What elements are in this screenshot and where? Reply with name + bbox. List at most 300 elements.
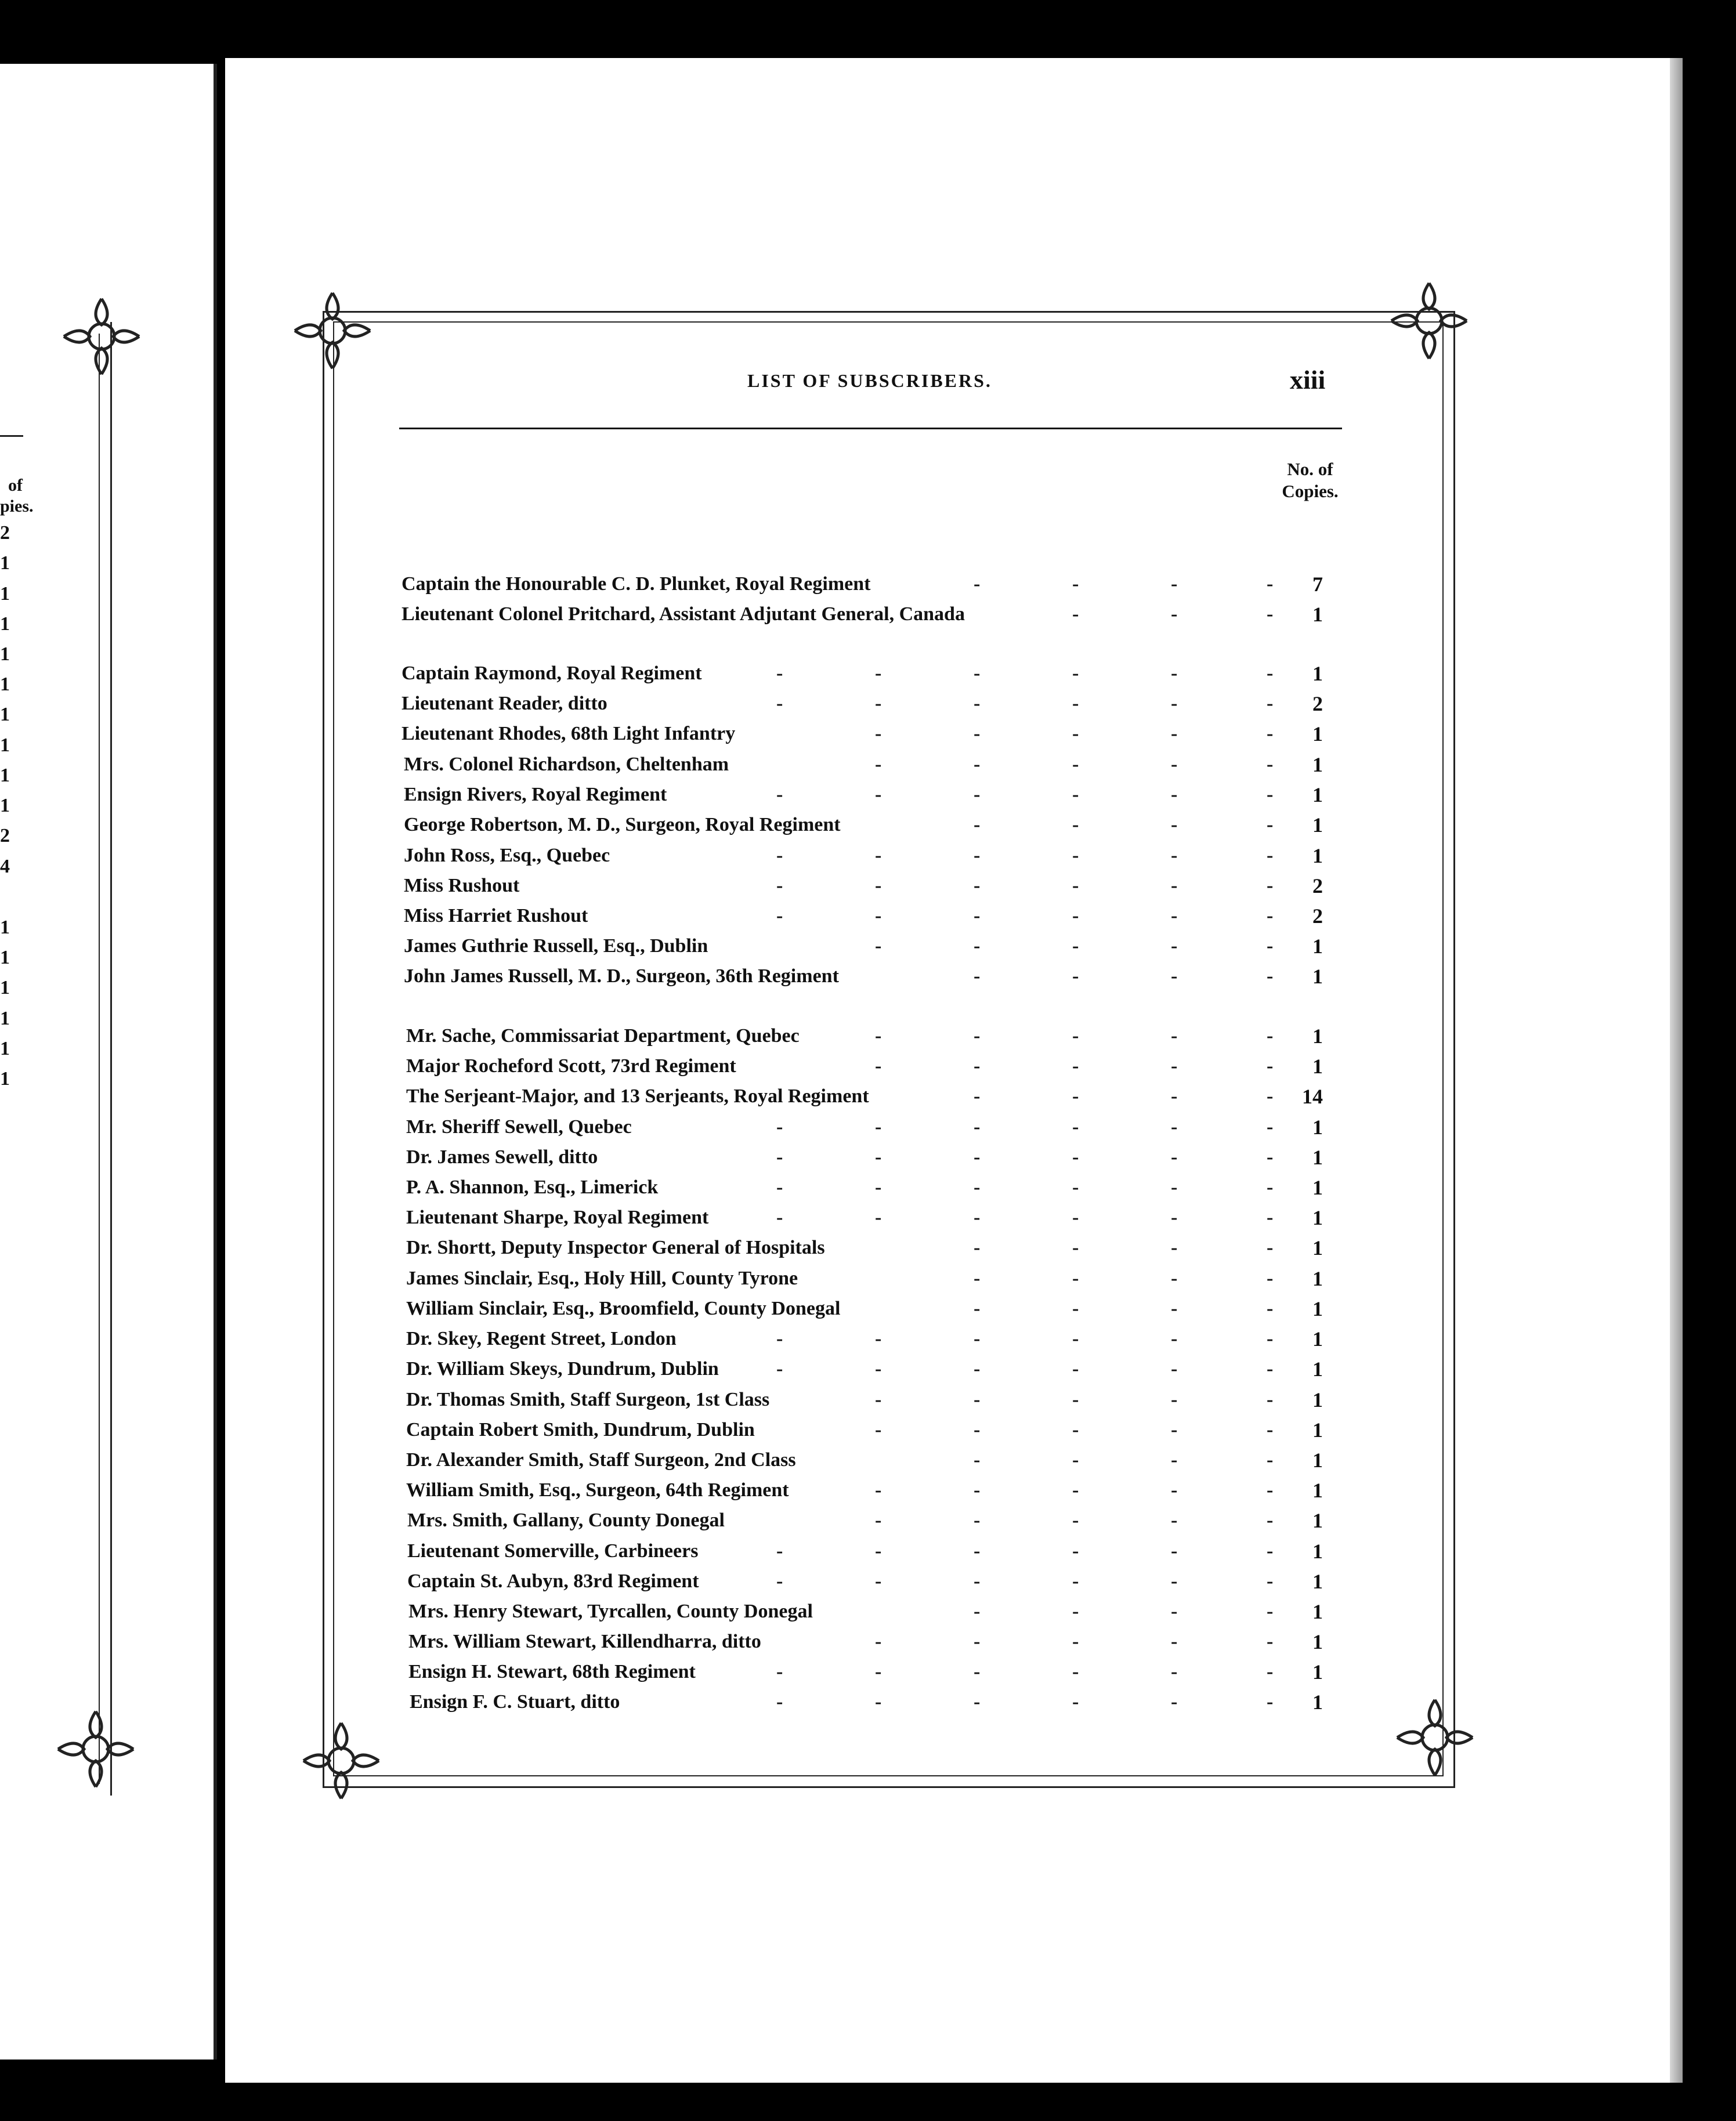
leader-dash: - xyxy=(974,723,981,744)
subscriber-name: Dr. William Skeys, Dundrum, Dublin xyxy=(406,1358,719,1380)
subscriber-entry xyxy=(404,875,1362,904)
subscriber-entry xyxy=(402,573,1362,602)
subscriber-entry xyxy=(404,784,1362,813)
leader-dash: - xyxy=(1072,1358,1079,1380)
leader-dash: - xyxy=(974,1479,981,1501)
leader-dash: - xyxy=(974,1601,981,1622)
running-head: LIST OF SUBSCRIBERS. xyxy=(747,370,992,391)
leader-dash: - xyxy=(1072,814,1079,835)
leader-dash: - xyxy=(974,1510,981,1531)
copies-count: 2 xyxy=(1312,874,1323,897)
leader-dash: - xyxy=(776,693,783,714)
leader-dash: - xyxy=(974,1116,981,1138)
subscriber-name: Miss Harriet Rushout xyxy=(404,905,588,926)
leader-dash: - xyxy=(1171,1601,1178,1622)
leader-dash: - xyxy=(1072,1479,1079,1501)
subscriber-name: Dr. Thomas Smith, Staff Surgeon, 1st Class xyxy=(406,1389,770,1410)
leader-dash: - xyxy=(974,1631,981,1652)
subscriber-name: Dr. Skey, Regent Street, London xyxy=(406,1328,677,1349)
leader-dash: - xyxy=(1171,1691,1178,1713)
leader-dash: - xyxy=(875,935,882,957)
leader-dash: - xyxy=(875,1661,882,1682)
left-page-copies-digit: 1 xyxy=(0,1038,10,1059)
copies-count: 1 xyxy=(1312,722,1323,745)
copies-count: 1 xyxy=(1312,603,1323,626)
leader-dash: - xyxy=(1072,965,1079,987)
leader-dash: - xyxy=(1072,693,1079,714)
copies-count: 1 xyxy=(1312,1691,1323,1714)
leader-dash: - xyxy=(1267,965,1274,987)
subscriber-entry xyxy=(406,1268,1362,1297)
copies-count: 1 xyxy=(1312,1025,1323,1048)
copies-count: 1 xyxy=(1312,1388,1323,1411)
leader-dash: - xyxy=(776,905,783,926)
leader-dash: - xyxy=(974,1025,981,1047)
copies-count: 1 xyxy=(1312,1327,1323,1351)
leader-dash: - xyxy=(1072,1540,1079,1562)
leader-dash: - xyxy=(974,1419,981,1440)
leader-dash: - xyxy=(974,1661,981,1682)
leader-dash: - xyxy=(875,1177,882,1198)
subscriber-entry xyxy=(406,1419,1362,1448)
left-page-copies-digit: 1 xyxy=(0,734,10,756)
leader-dash: - xyxy=(974,875,981,896)
leader-dash: - xyxy=(974,1358,981,1380)
leader-dash: - xyxy=(1072,1207,1079,1228)
leader-dash: - xyxy=(1267,754,1274,775)
leader-dash: - xyxy=(1171,1631,1178,1652)
leader-dash: - xyxy=(875,1419,882,1440)
leader-dash: - xyxy=(1072,1510,1079,1531)
leader-dash: - xyxy=(974,1540,981,1562)
subscriber-entry xyxy=(408,1601,1362,1630)
subscriber-name: Major Rocheford Scott, 73rd Regiment xyxy=(406,1055,736,1077)
copies-count: 1 xyxy=(1312,1116,1323,1139)
leader-dash: - xyxy=(875,1479,882,1501)
leader-dash: - xyxy=(974,1177,981,1198)
leader-dash: - xyxy=(1072,754,1079,775)
leader-dash: - xyxy=(974,1207,981,1228)
copies-count: 1 xyxy=(1312,1540,1323,1563)
right-page xyxy=(225,58,1670,2083)
subscriber-name: James Sinclair, Esq., Holy Hill, County Tyrone xyxy=(406,1268,798,1289)
left-page-copies-digit: 2 xyxy=(0,522,10,544)
leader-dash: - xyxy=(974,754,981,775)
left-page-copies-digit: 1 xyxy=(0,643,10,665)
leader-dash: - xyxy=(1072,1661,1079,1682)
leader-dash: - xyxy=(1267,1570,1274,1592)
copies-count: 1 xyxy=(1312,1600,1323,1623)
leader-dash: - xyxy=(1171,1540,1178,1562)
subscriber-entry xyxy=(402,663,1362,692)
subscriber-entry xyxy=(402,693,1362,722)
leader-dash: - xyxy=(1171,663,1178,684)
subscriber-name: William Sinclair, Esq., Broomfield, County Donegal xyxy=(406,1298,841,1319)
leader-dash: - xyxy=(974,1268,981,1289)
copies-count: 2 xyxy=(1312,692,1323,715)
leader-dash: - xyxy=(776,845,783,866)
leader-dash: - xyxy=(1267,1479,1274,1501)
subscriber-name: Dr. Shortt, Deputy Inspector General of Hospitals xyxy=(406,1237,825,1258)
leader-dash: - xyxy=(776,1661,783,1682)
corner-ornament-icon xyxy=(58,293,145,380)
leader-dash: - xyxy=(776,1146,783,1168)
leader-dash: - xyxy=(974,1237,981,1258)
leader-dash: - xyxy=(1171,1328,1178,1349)
corner-ornament-icon xyxy=(1391,1694,1478,1781)
copies-count: 1 xyxy=(1312,783,1323,806)
left-page-copies-digit: 1 xyxy=(0,765,10,786)
subscriber-name: George Robertson, M. D., Surgeon, Royal Regiment xyxy=(404,814,841,835)
leader-dash: - xyxy=(1072,1146,1079,1168)
left-page-copies-digit: 1 xyxy=(0,795,10,816)
leader-dash: - xyxy=(1171,1479,1178,1501)
subscriber-name: Mrs. Colonel Richardson, Cheltenham xyxy=(404,754,729,775)
subscriber-name: Captain St. Aubyn, 83rd Regiment xyxy=(407,1570,699,1592)
leader-dash: - xyxy=(776,1177,783,1198)
left-page-copies-digit: 4 xyxy=(0,856,10,877)
leader-dash: - xyxy=(1072,1237,1079,1258)
leader-dash: - xyxy=(875,1025,882,1047)
leader-dash: - xyxy=(1267,663,1274,684)
leader-dash: - xyxy=(1171,754,1178,775)
subscriber-entry xyxy=(404,965,1362,994)
leader-dash: - xyxy=(1171,1207,1178,1228)
leader-dash: - xyxy=(1267,573,1274,595)
leader-dash: - xyxy=(974,784,981,805)
subscriber-entry xyxy=(406,1055,1362,1084)
leader-dash: - xyxy=(875,1570,882,1592)
leader-dash: - xyxy=(1267,1419,1274,1440)
corner-ornament-icon xyxy=(52,1706,139,1793)
leader-dash: - xyxy=(1171,573,1178,595)
copies-count: 1 xyxy=(1312,753,1323,776)
leader-dash: - xyxy=(1171,1419,1178,1440)
leader-dash: - xyxy=(974,1691,981,1713)
leader-dash: - xyxy=(1171,1661,1178,1682)
subscriber-entry xyxy=(406,1025,1362,1054)
leader-dash: - xyxy=(974,1449,981,1471)
leader-dash: - xyxy=(1267,1449,1274,1471)
subscriber-name: Lieutenant Sharpe, Royal Regiment xyxy=(406,1207,709,1228)
leader-dash: - xyxy=(1171,1237,1178,1258)
subscriber-entry xyxy=(406,1177,1362,1206)
leader-dash: - xyxy=(1171,693,1178,714)
copies-count: 1 xyxy=(1312,1479,1323,1502)
leader-dash: - xyxy=(1267,1601,1274,1622)
leader-dash: - xyxy=(1072,1085,1079,1107)
leader-dash: - xyxy=(974,1389,981,1410)
copies-count: 1 xyxy=(1312,1146,1323,1169)
left-page-copies-digit: 1 xyxy=(0,917,10,938)
leader-dash: - xyxy=(875,663,882,684)
leader-dash: - xyxy=(974,905,981,926)
copies-count: 1 xyxy=(1312,844,1323,867)
leader-dash: - xyxy=(1171,1025,1178,1047)
leader-dash: - xyxy=(1072,1449,1079,1471)
leader-dash: - xyxy=(1171,1358,1178,1380)
subscriber-entry xyxy=(410,1691,1362,1720)
copies-count: 1 xyxy=(1312,662,1323,685)
leader-dash: - xyxy=(1267,693,1274,714)
leader-dash: - xyxy=(1072,663,1079,684)
subscriber-name: Lieutenant Somerville, Carbineers xyxy=(407,1540,699,1562)
leader-dash: - xyxy=(875,1510,882,1531)
copies-count: 14 xyxy=(1302,1085,1323,1108)
subscriber-entry xyxy=(407,1540,1362,1569)
header-rule xyxy=(399,428,1342,429)
subscriber-name: John James Russell, M. D., Surgeon, 36th Regiment xyxy=(404,965,839,987)
leader-dash: - xyxy=(1171,1389,1178,1410)
left-page-copies-digit: 1 xyxy=(0,1068,10,1090)
leader-dash: - xyxy=(875,754,882,775)
leader-dash: - xyxy=(776,784,783,805)
leader-dash: - xyxy=(875,1146,882,1168)
left-page-copies-digit: 1 xyxy=(0,977,10,998)
leader-dash: - xyxy=(1267,1025,1274,1047)
leader-dash: - xyxy=(1072,1691,1079,1713)
leader-dash: - xyxy=(875,1631,882,1652)
subscriber-name: Ensign F. C. Stuart, ditto xyxy=(410,1691,620,1713)
leader-dash: - xyxy=(776,1691,783,1713)
copies-count: 2 xyxy=(1312,904,1323,928)
leader-dash: - xyxy=(1267,1631,1274,1652)
copies-count: 1 xyxy=(1312,1418,1323,1442)
leader-dash: - xyxy=(776,1358,783,1380)
leader-dash: - xyxy=(1171,845,1178,866)
leader-dash: - xyxy=(1267,1328,1274,1349)
leader-dash: - xyxy=(1171,1570,1178,1592)
left-page-frame-inner xyxy=(0,334,100,1784)
subscriber-name: Lieutenant Rhodes, 68th Light Infantry xyxy=(402,723,736,744)
subscriber-entry xyxy=(406,1449,1362,1478)
leader-dash: - xyxy=(1267,905,1274,926)
copies-count: 1 xyxy=(1312,1630,1323,1653)
corner-ornament-icon xyxy=(298,1717,385,1804)
copies-count: 1 xyxy=(1312,1570,1323,1593)
left-page-copies-digit: 1 xyxy=(0,1008,10,1029)
subscriber-entry xyxy=(406,1479,1362,1508)
leader-dash: - xyxy=(1171,1146,1178,1168)
leader-dash: - xyxy=(1072,1177,1079,1198)
leader-dash: - xyxy=(1171,1085,1178,1107)
leader-dash: - xyxy=(1267,1691,1274,1713)
leader-dash: - xyxy=(875,1389,882,1410)
page-number: xiii xyxy=(1290,365,1326,394)
subscriber-name: Dr. James Sewell, ditto xyxy=(406,1146,598,1168)
copies-count: 1 xyxy=(1312,1509,1323,1532)
leader-dash: - xyxy=(1267,1661,1274,1682)
copies-count: 1 xyxy=(1312,1176,1323,1199)
leader-dash: - xyxy=(1267,875,1274,896)
leader-dash: - xyxy=(974,1055,981,1077)
column-header-line: Copies. xyxy=(1282,481,1339,501)
subscriber-name: John Ross, Esq., Quebec xyxy=(404,845,610,866)
copies-count: 1 xyxy=(1312,1236,1323,1259)
subscriber-name: Ensign H. Stewart, 68th Regiment xyxy=(408,1661,696,1682)
leader-dash: - xyxy=(1267,1510,1274,1531)
leader-dash: - xyxy=(1171,723,1178,744)
leader-dash: - xyxy=(1267,1268,1274,1289)
subscriber-entry xyxy=(407,1570,1362,1599)
subscriber-name: James Guthrie Russell, Esq., Dublin xyxy=(404,935,708,957)
leader-dash: - xyxy=(875,905,882,926)
leader-dash: - xyxy=(875,875,882,896)
leader-dash: - xyxy=(1171,1055,1178,1077)
leader-dash: - xyxy=(974,1146,981,1168)
leader-dash: - xyxy=(1072,1025,1079,1047)
left-page-copies-digit: 1 xyxy=(0,613,10,635)
leader-dash: - xyxy=(1267,1177,1274,1198)
leader-dash: - xyxy=(1267,1116,1274,1138)
subscriber-name: Ensign Rivers, Royal Regiment xyxy=(404,784,667,805)
leader-dash: - xyxy=(1171,1298,1178,1319)
subscriber-entry xyxy=(404,754,1362,783)
left-page-header-fragment: pies. xyxy=(0,497,34,516)
leader-dash: - xyxy=(1072,784,1079,805)
leader-dash: - xyxy=(875,1116,882,1138)
leader-dash: - xyxy=(776,1328,783,1349)
leader-dash: - xyxy=(1171,965,1178,987)
leader-dash: - xyxy=(1072,1328,1079,1349)
leader-dash: - xyxy=(776,875,783,896)
leader-dash: - xyxy=(1171,603,1178,625)
leader-dash: - xyxy=(1267,1540,1274,1562)
left-page-header-fragment: of xyxy=(8,476,23,495)
corner-ornament-icon xyxy=(1386,277,1473,364)
left-page-copies-digit: 1 xyxy=(0,674,10,695)
subscriber-entry xyxy=(406,1328,1362,1357)
leader-dash: - xyxy=(776,1116,783,1138)
leader-dash: - xyxy=(1072,1298,1079,1319)
leader-dash: - xyxy=(1072,603,1079,625)
leader-dash: - xyxy=(1267,1055,1274,1077)
leader-dash: - xyxy=(875,723,882,744)
left-page-copies-digit: 1 xyxy=(0,704,10,725)
leader-dash: - xyxy=(1072,1419,1079,1440)
leader-dash: - xyxy=(875,1328,882,1349)
copies-count: 1 xyxy=(1312,1055,1323,1078)
left-page xyxy=(0,64,217,2060)
leader-dash: - xyxy=(974,663,981,684)
corner-ornament-icon xyxy=(289,287,376,374)
leader-dash: - xyxy=(1267,603,1274,625)
left-page-copies-digit: 2 xyxy=(0,825,10,846)
subscriber-entry xyxy=(406,1298,1362,1327)
leader-dash: - xyxy=(1171,814,1178,835)
leader-dash: - xyxy=(1267,1146,1274,1168)
leader-dash: - xyxy=(974,1570,981,1592)
leader-dash: - xyxy=(1267,1237,1274,1258)
leader-dash: - xyxy=(1072,845,1079,866)
leader-dash: - xyxy=(1072,935,1079,957)
subscriber-entry xyxy=(402,723,1362,752)
subscriber-name: Captain Robert Smith, Dundrum, Dublin xyxy=(406,1419,755,1440)
leader-dash: - xyxy=(875,1207,882,1228)
copies-count: 1 xyxy=(1312,965,1323,988)
leader-dash: - xyxy=(1072,1631,1079,1652)
leader-dash: - xyxy=(875,784,882,805)
leader-dash: - xyxy=(1171,935,1178,957)
leader-dash: - xyxy=(1267,814,1274,835)
copies-count: 1 xyxy=(1312,1449,1323,1472)
subscriber-entry xyxy=(404,814,1362,843)
subscriber-entry xyxy=(404,905,1362,934)
subscriber-name: The Serjeant-Major, and 13 Serjeants, Royal Regiment xyxy=(406,1085,869,1107)
leader-dash: - xyxy=(776,1207,783,1228)
subscriber-name: Lieutenant Reader, ditto xyxy=(402,693,607,714)
leader-dash: - xyxy=(1171,1510,1178,1531)
leader-dash: - xyxy=(1072,1601,1079,1622)
subscriber-entry xyxy=(404,845,1362,874)
leader-dash: - xyxy=(776,1540,783,1562)
leader-dash: - xyxy=(875,1055,882,1077)
subscriber-name: Mrs. Smith, Gallany, County Donegal xyxy=(407,1510,725,1531)
copies-count: 1 xyxy=(1312,813,1323,837)
leader-dash: - xyxy=(1267,723,1274,744)
subscriber-name: Dr. Alexander Smith, Staff Surgeon, 2nd Class xyxy=(406,1449,796,1471)
subscriber-entry xyxy=(406,1116,1362,1145)
subscriber-entry xyxy=(406,1207,1362,1236)
subscriber-name: Mrs. Henry Stewart, Tyrcallen, County Donegal xyxy=(408,1601,813,1622)
subscriber-name: Mrs. William Stewart, Killendharra, ditto xyxy=(408,1631,761,1652)
leader-dash: - xyxy=(875,1691,882,1713)
leader-dash: - xyxy=(974,1298,981,1319)
copies-count: 1 xyxy=(1312,1206,1323,1229)
copies-count: 1 xyxy=(1312,1660,1323,1684)
leader-dash: - xyxy=(1267,1207,1274,1228)
subscriber-name: William Smith, Esq., Surgeon, 64th Regiment xyxy=(406,1479,789,1501)
leader-dash: - xyxy=(974,1328,981,1349)
left-page-copies-digit: 1 xyxy=(0,583,10,605)
leader-dash: - xyxy=(1267,1358,1274,1380)
left-page-rule xyxy=(0,435,23,437)
copies-count: 7 xyxy=(1312,573,1323,596)
copies-count: 1 xyxy=(1312,1267,1323,1290)
leader-dash: - xyxy=(1171,784,1178,805)
leader-dash: - xyxy=(1072,1389,1079,1410)
subscriber-name: Miss Rushout xyxy=(404,875,520,896)
leader-dash: - xyxy=(1267,1085,1274,1107)
leader-dash: - xyxy=(1072,905,1079,926)
subscriber-entry xyxy=(406,1146,1362,1175)
leader-dash: - xyxy=(1072,573,1079,595)
leader-dash: - xyxy=(974,935,981,957)
left-page-copies-digit: 1 xyxy=(0,947,10,968)
leader-dash: - xyxy=(1267,935,1274,957)
copies-count: 1 xyxy=(1312,1297,1323,1320)
leader-dash: - xyxy=(1171,1116,1178,1138)
subscriber-name: Lieutenant Colonel Pritchard, Assistant Adjutant General, Canada xyxy=(402,603,965,625)
leader-dash: - xyxy=(974,693,981,714)
subscriber-name: Mr. Sache, Commissariat Department, Quebec xyxy=(406,1025,800,1047)
left-page-copies-digit: 1 xyxy=(0,552,10,574)
leader-dash: - xyxy=(1072,1116,1079,1138)
leader-dash: - xyxy=(875,1358,882,1380)
subscriber-entry xyxy=(406,1085,1362,1114)
subscriber-entry xyxy=(402,603,1362,632)
leader-dash: - xyxy=(974,814,981,835)
leader-dash: - xyxy=(1072,1570,1079,1592)
leader-dash: - xyxy=(1171,875,1178,896)
column-header-line: No. of xyxy=(1287,459,1333,479)
subscriber-entry xyxy=(407,1510,1362,1539)
subscriber-entry xyxy=(406,1237,1362,1266)
subscriber-entry xyxy=(406,1358,1362,1387)
copies-count: 1 xyxy=(1312,1358,1323,1381)
leader-dash: - xyxy=(875,1540,882,1562)
subscriber-name: Captain Raymond, Royal Regiment xyxy=(402,663,702,684)
